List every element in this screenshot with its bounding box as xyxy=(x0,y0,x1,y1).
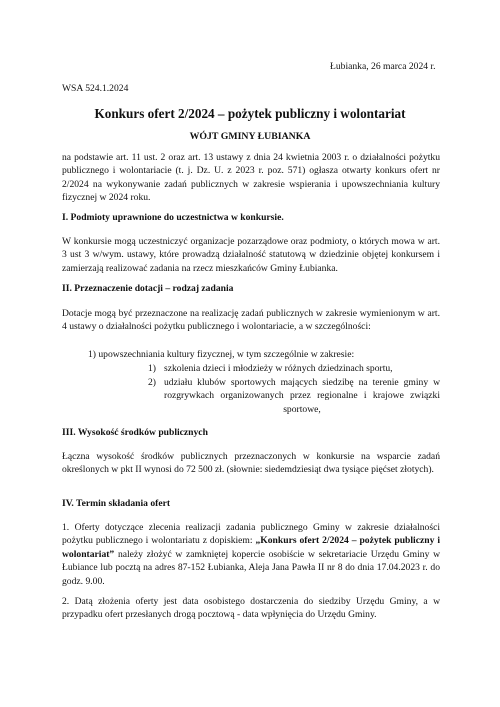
section-2-text: Dotacje mogą być przeznaczone na realizację zadań publicznych w zakresie wymienionym w art. 4 ustawy o działalności pożytku publicznego i wolontariacie, a w szczególności: xyxy=(62,308,440,333)
document-subtitle: WÓJT GMINY ŁUBIANKA xyxy=(189,131,311,142)
place-date: Łubianka, 26 marca 2024 r. xyxy=(330,61,436,72)
section-4-heading: IV. Termin składania ofert xyxy=(62,498,171,509)
intro-paragraph: na podstawie art. 11 ust. 2 oraz art. 13 ustawy z dnia 24 kwietnia 2003 r. o działalności pożytku publicznego i wolontariacie (t. j. Dz. U. z 2023 r. poz. 571) ogłasza otwarty konkurs ofert nr 2/2024 na wykonywanie zadań publicznych w zakresie wspierania i upowszechniania kultury fizycznej w 2024 roku. xyxy=(62,152,440,204)
section-4-p1-text-end: należy złożyć w zamkniętej kopercie osobiście w sekretariacie Urzędu Gminy w Łubiance lub pocztą na adres 87-152 Łubianka, Aleja Jana Pawła II nr 8 do dnia 17.04.2023 r. do godz. 9.00. xyxy=(62,548,440,587)
offer-marking: „Konkurs ofert 2/2024 – pożytek publiczny i wolontariat” xyxy=(62,535,440,560)
document-title: Konkurs ofert 2/2024 – pożytek publiczny i wolontariat xyxy=(94,106,406,121)
sub-list-number: 1) xyxy=(148,363,156,374)
section-3-text: Łączna wysokość środków publicznych przeznaczonych w konkursie na wsparcie zadań określonych w pkt II wynosi do 72 500 zł. (słownie: siedemdziesiąt dwa tysiące pięćset złotych). xyxy=(62,451,440,476)
section-4-paragraph-2: 2. Datą złożenia oferty jest data osobistego dostarczenia do siedziby Urzędu Gminy, a w przypadku ofert przesłanych drogą pocztową - data wpłynięcia do Urzędu Gminy. xyxy=(62,596,440,621)
sub-list-number: 2) xyxy=(148,377,156,388)
section-1-text: W konkursie mogą uczestniczyć organizacje pozarządowe oraz podmioty, o których mowa w art. 3 ust 3 w/wym. ustawy, które prowadzą działalność statutową w dziedzinie objętej konkursem i zamierzają realizować zadania na rzecz mieszkańców Gminy Łubianka. xyxy=(62,236,440,274)
section-3-heading: III. Wysokość środków publicznych xyxy=(62,427,208,438)
reference-number: WSA 524.1.2024 xyxy=(62,83,129,94)
sub-list-item xyxy=(148,362,440,375)
section-4-p1-text: 1. Oferty dotyczące zlecenia realizacji zadania publicznego Gminy w zakresie działalności pożytku publicznego i wolontariatu z dopiskiem: xyxy=(62,522,440,547)
sub-list-item xyxy=(148,376,440,416)
sub-list-text: szkolenia dzieci i młodzieży w różnych dziedzinach sportu, xyxy=(164,363,393,374)
section-1-heading: I. Podmioty uprawnione do uczestnictwa w konkursie. xyxy=(62,212,284,223)
section-2-heading: II. Przeznaczenie dotacji – rodzaj zadania xyxy=(62,283,234,294)
sub-list-text: udziału klubów sportowych mających siedzibę na terenie gminy w rozgrywkach organizowanych przez regionalne i krajowe związki sportowe, xyxy=(164,377,440,415)
list-item: 1) upowszechniania kultury fizycznej, w tym szczególnie w zakresie: xyxy=(88,349,355,360)
section-4-paragraph-1 xyxy=(62,521,440,588)
